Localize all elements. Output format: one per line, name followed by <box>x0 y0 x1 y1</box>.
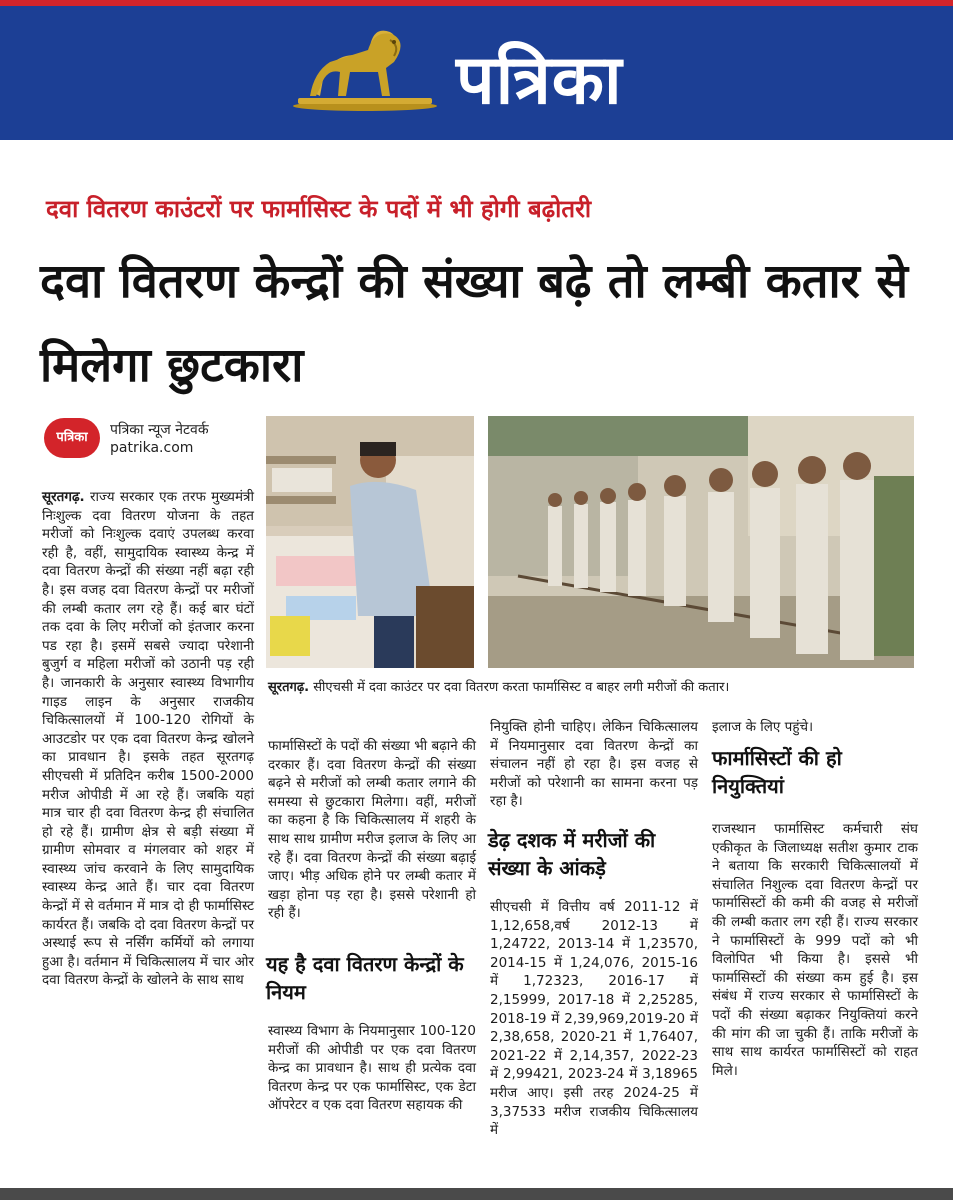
bottom-edge <box>0 1188 953 1200</box>
byline <box>44 416 264 466</box>
column-4-text: इलाज के लिए पहुंचे। <box>712 719 814 735</box>
column-2-text: फार्मासिस्टों के पदों की संख्या भी बढ़ाने की दरकार हैं। दवा वितरण केन्द्रों की संख्या बढ़ने से मरीजों को लम्बी कतार लगाने की समस्या से छुटकारा मिलेगा। वहीं, मरीजों का कहना है कि चिकित्सालय में शहरी के साथ साथ ग्रामीण मरीज इलाज के लिए आ रहे हैं। दवा वितरण केन्द्रों की संख्या बढ़ाई जाए। भीड़ अधिक होने पर लम्बी कतार में खड़ा होना पड़ रहा है। इससे परेशानी हो रही हैं। <box>268 738 476 922</box>
column-1-text: राज्य सरकार एक तरफ मुख्यमंत्री निःशुल्क दवा वितरण योजना के तहत मरीजों को निःशुल्क दवाएं उपलब्ध करवा रही है, वहीं, सामुदायिक स्वास्थ्य केन्द्र में दवा वितरण केन्द्रों की संख्या नहीं बढ़ा रही है। इस वजह दवा वितरण केन्द्रों पर मरीजों की लम्बी कतार लग रहे हैं। कई बार घंटों तक दवा के लिए मरीजों को इंतजार करना पड रहा है। इसमें सबसे ज्यादा परेशानी बुजुर्ग व महिला मरीजों को उठानी पड़ रही है। जानकारी के अनुसार स्वास्थ्य विभागीय गाइड लाइन के अनुसार राजकीय चिकित्सालयों में 100-120 रोगियों के आउटडोर पर एक दवा वितरण केन्द्र खोलने का प्रावधान है। इसके तहत सूरतगढ़ सीएचसी में प्रतिदिन करीब 1500-2000 मरीज ओपीडी में आ रहे हैं। जबकि यहां मात्र चार ही दवा वितरण केन्द्र ही संचालित हो रहे हैं। ग्रामीण क्षेत्र से बड़ी संख्या में ग्रामीण सोमवार व मंगलवार को शहर में स्वास्थ्य जांच करवाने के लिए सामुदायिक स्वास्थ्य केन्द्र आते हैं। चार दवा वितरण केन्द्रों में से वर्तमान में मात्र दो ही फार्मासिस्ट कार्यरत हैं। जबकि दो दवा वितरण केन्द्रों पर अस्थाई रूप से नर्सिंग कर्मियों को लगाया हुआ है। वर्तमान में चिकित्सालय में चार ओर दवा वितरण केन्द्रों के खोलने के साथ साथ <box>42 489 254 989</box>
byline-site[interactable]: patrika.com <box>110 440 194 456</box>
article-column-1 <box>42 488 254 990</box>
article-column-4 <box>712 718 918 737</box>
article-column-3 <box>490 718 698 811</box>
subhead-pharmacist-appointments: फार्मासिस्टों की हो नियुक्तियां <box>712 746 842 798</box>
pharmacist-photo-illustration <box>266 416 474 668</box>
photo-caption <box>268 677 918 695</box>
article-column-2-continued <box>268 1022 476 1115</box>
byline-network: पत्रिका न्यूज नेटवर्क <box>110 422 209 438</box>
column-2-text-2: स्वास्थ्य विभाग के नियमानुसार 100-120 मरीजों की ओपीडी पर एक दवा वितरण केन्द्र का प्रावधान है। साथ ही प्रत्येक दवा वितरण केन्द्र पर एक फार्मासिस्ट, एक डेटा ऑपरेटर व एक दवा वितरण सहायक की <box>268 1023 476 1114</box>
masthead-red-line <box>0 0 953 6</box>
article-headline: दवा वितरण केन्द्रों की संख्या बढ़े तो लम्बी कतार से मिलेगा छुटकारा <box>40 254 909 393</box>
dateline-place: सूरतगढ़. <box>42 489 85 505</box>
masthead-band <box>0 0 953 140</box>
lion-logo-icon <box>290 28 440 112</box>
subhead-patient-figures: डेढ़ दशक में मरीजों की संख्या के आंकड़े <box>488 828 656 880</box>
article-column-4-continued <box>712 820 918 1080</box>
patients-queue-photo-illustration <box>488 416 914 668</box>
patrika-badge-logo: पत्रिका <box>44 418 100 458</box>
article-column-2 <box>268 737 476 923</box>
column-3-text-2: सीएचसी में वित्तीय वर्ष 2011-12 में 1,12,658,वर्ष 2012-13 में 1,24722, 2013-14 में 1,23570, 2014-15 में 1,24,076, 2015-16 में 1,72323, 2016-17 में 2,15999, 2017-18 में 2,25285, 2018-19 में 2,39,969,2019-20 में 2,38,658, 2020-21 में 1,76407, 2021-22 में 2,14,357, 2022-23 में 2,99421, 2023-24 में 3,18965 मरीज आए। इसी तरह 2024-25 में 3,37533 मरीज राजकीय चिकित्सालय में <box>490 899 698 1139</box>
patients-queue-photo <box>488 416 914 668</box>
article-kicker: दवा वितरण काउंटरों पर फार्मासिस्ट के पदों में भी होगी बढ़ोतरी <box>46 195 592 223</box>
caption-place: सूरतगढ़. <box>268 680 310 695</box>
column-3-text: नियुक्ति होनी चाहिए। लेकिन चिकित्सालय में नियमानुसार दवा वितरण केन्द्रों का संचालन नहीं हो रहा है। इस वजह से मरीजों को परेशानी का सामना करना पड़ रहा है। <box>490 719 698 810</box>
subhead-rules: यह है दवा वितरण केन्द्रों के नियम <box>266 952 464 1004</box>
caption-text: सीएचसी में दवा काउंटर पर दवा वितरण करता फार्मासिस्ट व बाहर लगी मरीजों की कतार। <box>309 680 730 695</box>
masthead-title[interactable]: पत्रिका <box>456 41 623 120</box>
column-4-text-2: राजस्थान फार्मासिस्ट कर्मचारी संघ एकीकृत के जिलाध्यक्ष सतीश कुमार टाक ने बताया कि सरकारी चिकित्सालयों में संचालित निशुल्क दवा वितरण केन्द्रों पर फार्मासिस्टों की कमी की वजह से मरीजों की लम्बी कतार लग रही हैं। राज्य सरकार ने फार्मासिस्टों के 999 पदों को भी विलोपित भी किया है। इससे भी फार्मासिस्टों की संख्या कम हुई है। इस संबंध में राज्य सरकार से फार्मासिस्टों के पदों की संख्या बढ़ाकर नियुक्तियां करने की मांग की जा चुकी हैं। ताकि मरीजों के साथ साथ कार्यरत फार्मासिस्टों को राहत मिले। <box>712 821 918 1079</box>
pharmacist-photo <box>266 416 474 668</box>
article-column-3-continued <box>490 898 698 1140</box>
